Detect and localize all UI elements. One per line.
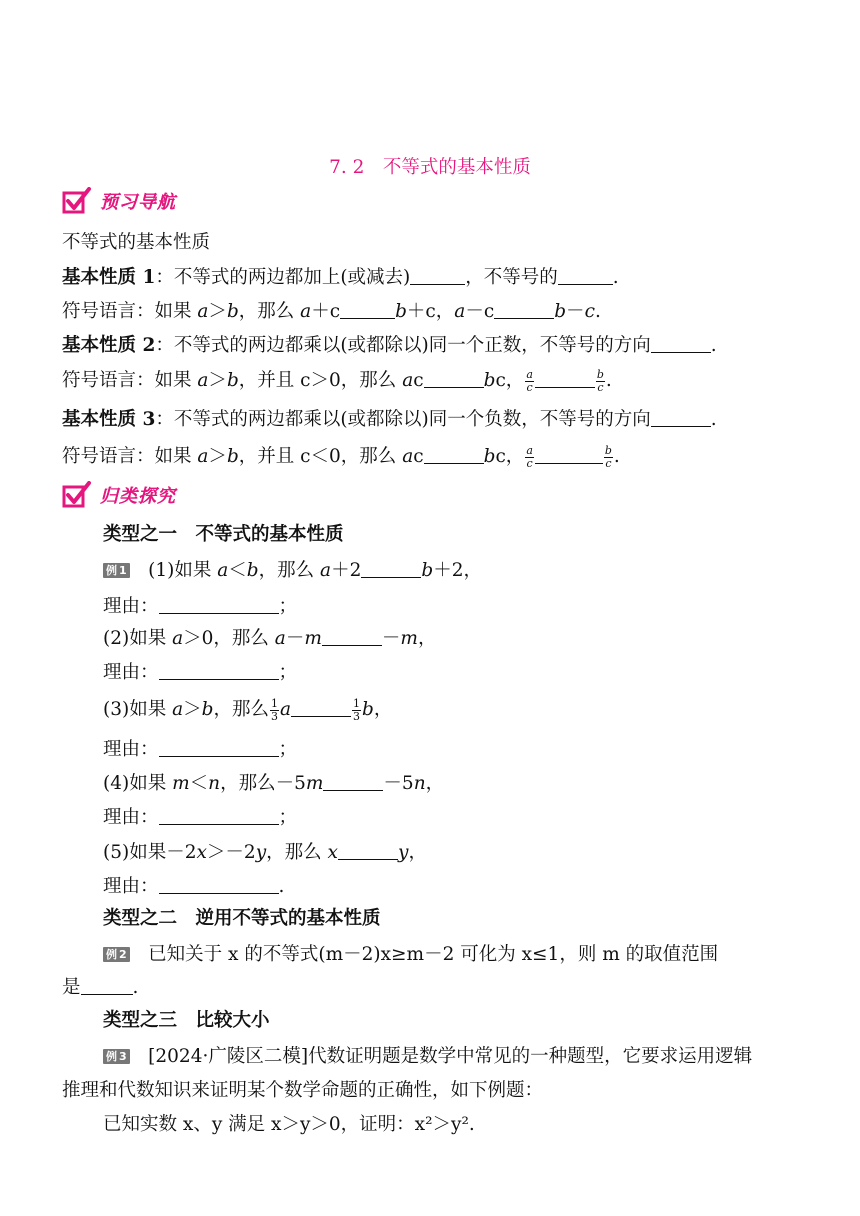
example-1-q1: 例 1 (1)如果 a＜b，那么 a＋2 b＋2， [103,556,482,582]
checkbox-check-icon [62,187,92,215]
example-1-q5: (5)如果－2x＞－2y，那么 x y， [103,842,427,863]
property-1: 基本性质 1：不等式的两边都加上(或减去) ，不等号的 . [62,267,619,288]
example-3-cont: 推理和代数知识来证明某个数学命题的正确性，如下例题： [62,1080,544,1101]
example-3: 例 3 [2024·广陵区二模]代数证明题是数学中常见的一种题型，它要求运用逻辑 [103,1042,752,1068]
reason-2: 理由： ； [103,662,298,683]
reason-5: 理由： . [103,876,285,897]
example-1-q4: (4)如果 m＜n，那么－5m －5n， [103,773,445,794]
example-1-badge: 例 1 [103,563,130,578]
section-preview-heading [62,186,176,216]
type-3-heading: 类型之三 比较大小 [103,1010,270,1031]
section-explore-label: 归类探究 [100,486,176,507]
example-2-cont: 是 . [62,977,139,998]
property-3-symbol: 符号语言：如果 a＞b，并且 c＜0，那么 ac bc， $\frac{a}{c}$ $\frac{b}{c}$ . [62,443,620,470]
property-1-symbol: 符号语言：如果 a＞b，那么 a＋c b＋c，a－c b－c. [62,301,601,322]
checkbox-check-icon [62,481,92,509]
type-2-heading: 类型之二 逆用不等式的基本性质 [103,908,381,929]
subheading: 不等式的基本性质 [62,232,211,253]
property-3: 基本性质 3：不等式的两边都乘以(或都除以)同一个负数，不等号的方向 . [62,409,717,430]
section-explore-heading [62,480,176,510]
example-2-badge: 例 2 [103,947,130,962]
reason-4: 理由： ； [103,807,298,828]
type-1-heading: 类型之一 不等式的基本性质 [103,524,344,545]
example-1-q2: (2)如果 a＞0，那么 a－m －m， [103,628,437,649]
example-3-statement: 已知实数 x、y 满足 x＞y＞0，证明：x²＞y². [103,1114,475,1135]
example-2: 例 2 已知关于 x 的不等式(m－2)x≥m－2 可化为 x≤1，则 m 的取值范围 [103,940,718,966]
page-title: 7. 2 不等式的基本性质 [329,157,531,178]
section-preview-label: 预习导航 [100,192,176,213]
reason-3: 理由： ； [103,739,298,760]
property-2-symbol: 符号语言：如果 a＞b，并且 c＞0，那么 ac bc， $\frac{a}{c}$ $\frac{b}{c}$ . [62,367,612,394]
example-1-q3: (3)如果 a＞b，那么 $\frac{1}{3}$ a $\frac{1}{3}$ b， [103,696,393,723]
property-2: 基本性质 2：不等式的两边都乘以(或都除以)同一个正数，不等号的方向 . [62,335,717,356]
reason-1: 理由： ； [103,596,298,617]
example-3-badge: 例 3 [103,1049,130,1064]
